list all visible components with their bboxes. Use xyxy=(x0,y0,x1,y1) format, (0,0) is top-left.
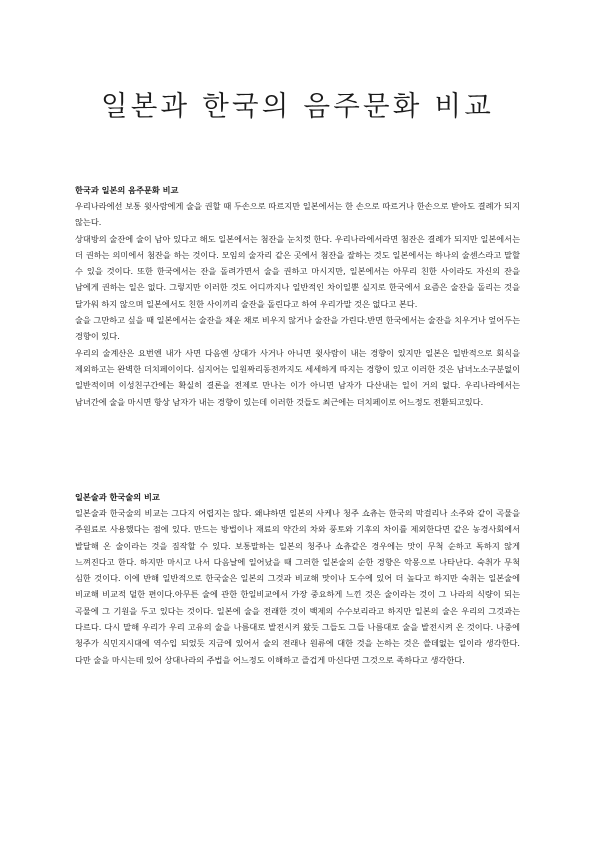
page-title: 일본과 한국의 음주문화 비교 xyxy=(100,90,494,122)
paragraph: 상대방의 술잔에 술이 남아 있다고 해도 일본에서는 첨잔을 눈치껏 한다. 우리나라에서라면 첨잔은 결례가 되지만 일본에서는 더 권하는 의미에서 첨잔을 하는 것이다. 모임의 술자리 같은 곳에서 첨잔을 잘하는 것도 일본에서는 하나의 술센스라고 말할 수 있을 것이다. 또한 한국에서는 잔을 돌려가면서 술을 권하고 마시지만, 일본에서는 아무리 친한 사이라도 자신의 잔을 남에게 권하는 일은 없다. 그렇지만 이러한 것도 어디까지나 일반적인 차이일뿐 실지로 한국에서 요즘은 술잔을 돌리는 것을 달가워 하지 않으며 일본에서도 친한 사이끼리 술잔을 돌린다고 하여 우리가말 것은 없다고 본다. xyxy=(75,233,520,309)
section-liquor-comparison xyxy=(75,491,520,668)
section-heading: 일본술과 한국술의 비교 xyxy=(75,492,160,502)
paragraph: 우리의 술계산은 요번엔 내가 사면 다음엔 상대가 사거나 아니면 윗사람이 내는 경향이 있지만 일본은 일반적으로 회식을 제외하고는 완벽한 더치페이이다. 심지어는 일원짜리동전까지도 세세하게 따지는 경향이 있고 이러한 것은 남녀노소구분없이 일반적이며 이성친구간에는 확실히 결론을 전제로 만나는 이가 아니면 남자가 다산내는 일이 거의 없다. 우리나라에서는 남녀간에 술을 마시면 항상 남자가 내는 경향이 있는데 이러한 것들도 최근에는 더치페이로 어느정도 전환되고있다. xyxy=(75,347,520,407)
section-drinking-culture xyxy=(75,184,520,410)
section-heading: 한국과 일본의 음주문화 비교 xyxy=(75,185,179,195)
paragraph: 술을 그만하고 싶을 때 일본에서는 술잔을 채운 채로 비우지 않거나 술잔을 가린다.반면 한국에서는 술잔을 치우거나 엎어두는 경향이 있다. xyxy=(75,315,521,342)
paragraph: 우리나라에선 보통 윗사람에게 술을 권할 때 두손으로 따르지만 일본에서는 한 손으로 따르거나 한손으로 받아도 결례가 되지 않는다. xyxy=(75,201,520,228)
paragraph: 일본술과 한국술의 비교는 그다지 어렵지는 않다. 왜냐하면 일본의 사케나 청주 쇼츄는 한국의 막걸리나 소주와 같이 곡물을 주원료로 사용했다는 점에 있다. 만드는 방법이나 재료의 약간의 차와 풍토와 기후의 차이를 제외한다면 같은 농경사회에서 발달해 온 술이라는 것을 짐작할 수 있다. 보통말하는 일본의 청주나 쇼츄같은 경우에는 맛이 무척 순하고 독하지 않게 느껴진다고 한다. 하지만 마시고 나서 다음날에 일어났을 때 그러한 일본술의 순한 경향은 악몽으로 나타난다. 숙취가 무척 심한 것이다. 이에 반해 일반적으로 한국술은 일본의 그것과 비교해 맛이나 도수에 있어 더 높다고 하지만 숙취는 일본술에 비교해 비교적 덜한 편이다.아무튼 술에 관한 한일비교에서 가장 중요하게 느낀 것은 술이라는 것이 그 나라의 식량이 되는 곡물에 그 기원을 두고 있다는 것이다. 일본에 술을 전래한 것이 백제의 수수보리라고 하지만 일본의 술은 우리의 그것과는 다르다. 다시 말해 우리가 우리 고유의 술을 나름대로 발전시켜 왔듯 그들도 그들 나름대로 술을 발전시켜 온 것이다. 나중에 청주가 식민지시대에 역수입 되었듯 지금에 있어서 술의 전래나 원류에 대한 것을 논하는 것은 쓸데없는 일이라 생각한다. 다만 술을 마시는데 있어 상대나라의 주법을 어느정도 이해하고 즐겁게 마신다면 그것으로 족하다고 생각한다. xyxy=(75,508,520,665)
